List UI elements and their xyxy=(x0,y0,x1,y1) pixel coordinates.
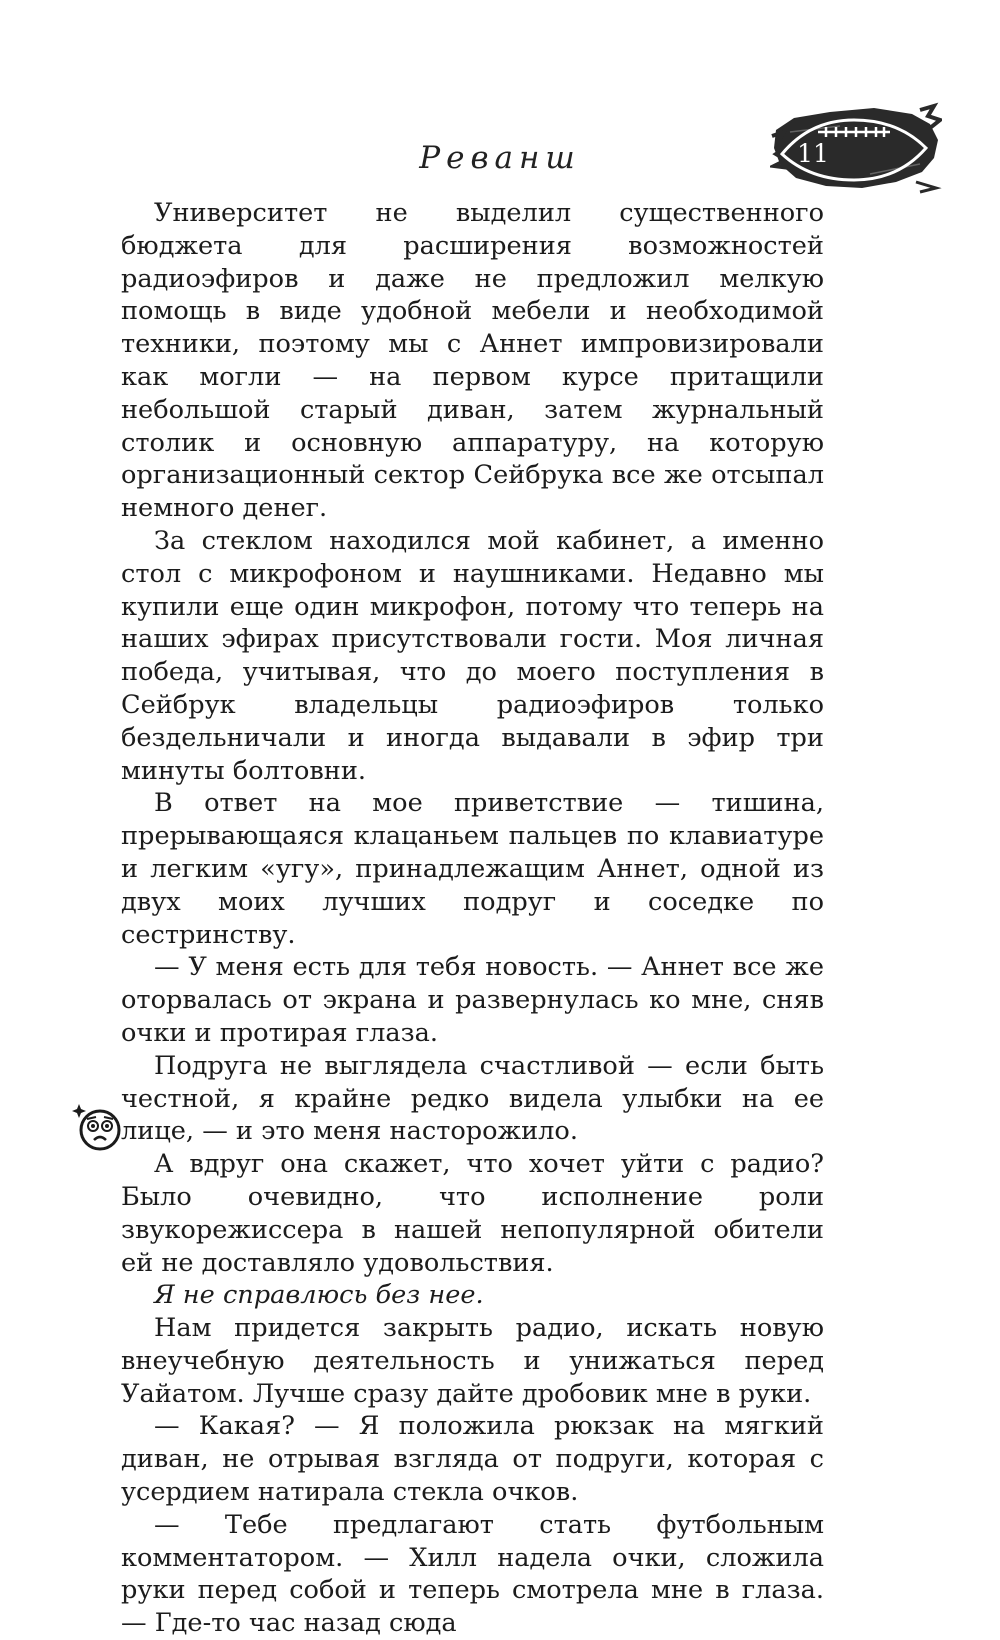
worried-face-icon xyxy=(72,1102,122,1152)
page-number: 11 xyxy=(797,139,829,168)
paragraph: За стеклом находился мой кабинет, а именно стол с микрофоном и наушниками. Недавно мы купили еще один микрофон, потому что теперь на наших эфирах присутствовали гости. Моя личная победа, учитывая, что до моего поступления в Сейбрук владельцы радиоэфиров только бездельничали и иногда выдавали в эфир три минуты болтовни. xyxy=(121,525,824,786)
paragraph: Университет не выделил существенного бюджета для расширения возможностей радиоэфиров и даже не предложил мелкую помощь в виде удобной мебели и необходимой техники, поэтому мы с Аннет импровизировали как могли — на первом курсе притащили небольшой старый диван, затем журнальный столик и основную аппаратуру, на которую организационный сектор Сейбрука все же отсыпал немного денег. xyxy=(121,198,824,524)
paragraph: — Тебе предлагают стать футбольным комментатором. — Хилл надела очки, сложила руки перед собой и теперь смотрела мне в глаза. — Где-то час назад сюда xyxy=(121,1509,824,1639)
italic-thought: Я не справлюсь без нее. xyxy=(154,1280,484,1311)
running-title: Реванш xyxy=(419,140,581,176)
paragraph: В ответ на мое приветствие — тишина, прерывающаяся клацаньем пальцев по клавиатуре и легким «угу», принадлежащим Аннет, одной из двух моих лучших подруг и соседке по сестринству. xyxy=(121,788,824,950)
paragraph: — Какая? — Я положила рюкзак на мягкий диван, не отрывая взгляда от подруги, которая с усердием натирала стекла очков. xyxy=(121,1411,824,1508)
body-text xyxy=(121,197,824,1640)
paragraph: — У меня есть для тебя новость. — Аннет все же оторвалась от экрана и развернулась ко мне, сняв очки и протирая глаза. xyxy=(121,952,824,1048)
paragraph: Нам придется закрыть радио, искать новую внеучебную деятельность и унижаться перед Уайатом. Лучше сразу дайте дробовик мне в руки. xyxy=(121,1313,824,1409)
paragraph: Подруга не выглядела счастливой — если быть честной, я крайне редко видела улыбки на ее лице, — и это меня насторожило. xyxy=(121,1050,824,1147)
paragraph: А вдруг она скажет, что хочет уйти с радио? Было очевидно, что исполнение роли звукорежиссера в нашей непопулярной обители ей не доставляло удовольствия. xyxy=(121,1149,824,1278)
